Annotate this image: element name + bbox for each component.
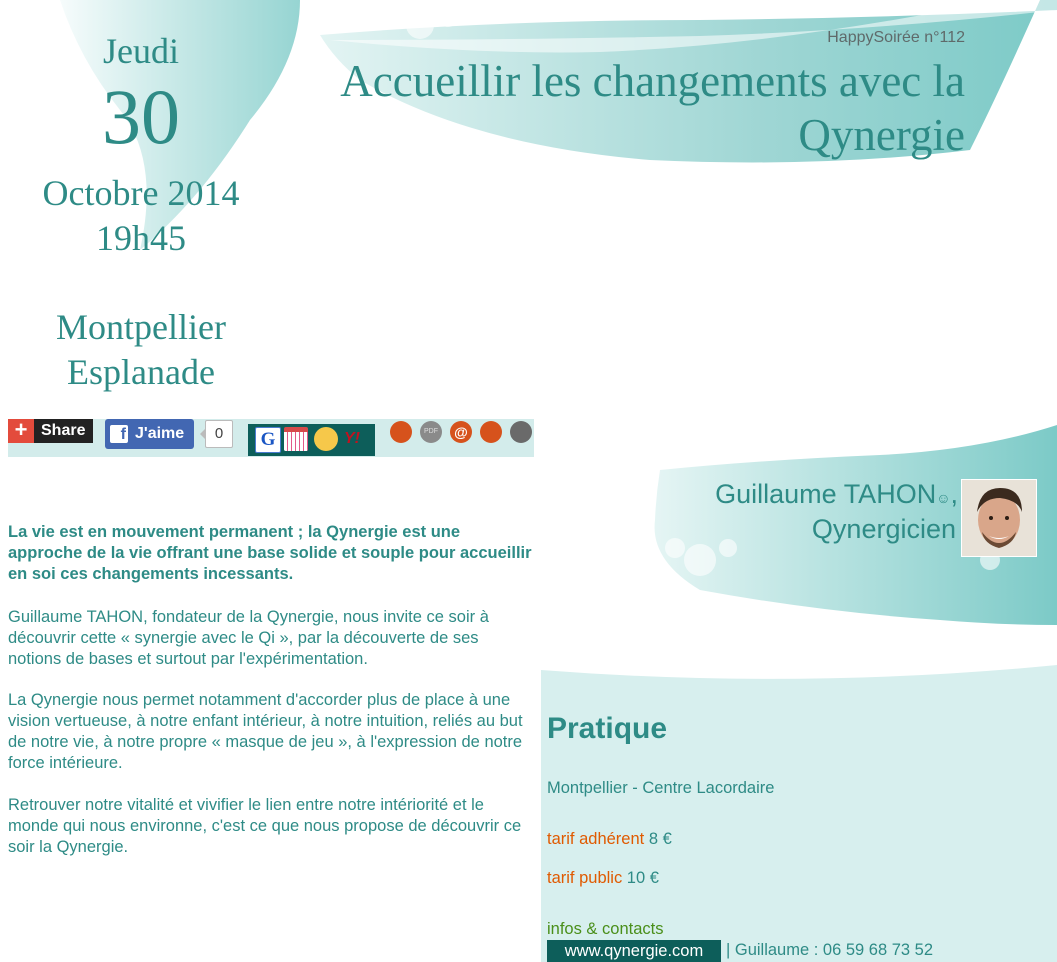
like-count: 0	[205, 420, 233, 448]
facebook-icon: f	[110, 425, 128, 443]
share-label: Share	[41, 422, 86, 439]
share-button[interactable]	[8, 419, 93, 443]
speaker-name-suffix: ,	[950, 479, 958, 509]
print-icon[interactable]	[390, 421, 412, 443]
smiley-icon: ☺	[936, 490, 951, 506]
speaker-name[interactable]: Guillaume TAHON	[715, 479, 937, 509]
pdf-icon[interactable]: PDF	[420, 421, 442, 443]
venue-text: Montpellier - Centre Lacordaire	[547, 779, 775, 797]
calendar-grid-icon[interactable]	[284, 427, 308, 451]
speaker-role: Qynergicien	[811, 514, 956, 544]
tarif-adherent	[547, 830, 672, 849]
event-day-number: 30	[102, 73, 180, 160]
add-to-calendar-group	[248, 424, 375, 456]
event-month-year: Octobre 2014	[42, 173, 240, 213]
contact-phone: | Guillaume : 06 59 68 73 52	[726, 941, 934, 959]
event-day-name: Jeudi	[103, 31, 179, 71]
copy-icon[interactable]	[480, 421, 502, 443]
description-paragraph: Guillaume TAHON, fondateur de la Qynergie, nous invite ce soir à découvrir cette « synergie avec le Qi », par la découverte de ses notions de bases et surtout par l'expérimentation.	[8, 608, 489, 668]
event-number: HappySoirée n°112	[827, 29, 965, 46]
event-place: Esplanade	[67, 352, 215, 392]
google-calendar-icon[interactable]: G	[255, 427, 281, 453]
event-title-line2: Qynergie	[798, 110, 965, 160]
tarif-public-label: tarif public	[547, 869, 623, 887]
event-title	[265, 54, 965, 162]
event-title-line1: Accueillir les changements avec la	[340, 56, 965, 106]
infos-contacts-heading: infos & contacts	[547, 920, 664, 938]
intro-text: La vie est en mouvement permanent ; la Qynergie est une approche de la vie offrant une base solide et souple pour accueillir en soi ces changements incessants.	[8, 523, 532, 583]
speaker-avatar[interactable]	[961, 479, 1037, 557]
like-label: J'aime	[135, 425, 185, 442]
tarif-public-value: 10 €	[626, 869, 659, 887]
website-link[interactable]: www.qynergie.com	[547, 940, 721, 962]
facebook-like-button[interactable]	[105, 419, 194, 449]
event-city: Montpellier	[56, 307, 226, 347]
description-paragraph: La Qynergie nous permet notamment d'accorder plus de place à une vision vertueuse, à notre enfant intérieur, à notre intuition, reliés au but de notre vie, à notre propre « masque de jeu », à l'expression de notre force intérieure.	[8, 691, 523, 772]
speaker-name-line	[715, 479, 958, 510]
plus-icon: +	[8, 419, 34, 443]
tarif-adherent-label: tarif adhérent	[547, 830, 645, 848]
description-paragraph: Retrouver notre vitalité et vivifier le lien entre notre intériorité et le monde qui nous environne, c'est ce que nous propose de découvrir ce soir la Qynergie.	[8, 796, 522, 856]
email-icon[interactable]: @	[450, 421, 472, 443]
tarif-public	[547, 869, 659, 888]
pratique-heading: Pratique	[547, 712, 668, 745]
yahoo-calendar-icon[interactable]: Y!	[344, 430, 360, 447]
outlook-calendar-icon[interactable]	[314, 427, 338, 451]
tarif-adherent-value: 8 €	[648, 830, 672, 848]
share-bar	[8, 419, 534, 457]
profile-icon[interactable]	[510, 421, 532, 443]
event-time: 19h45	[96, 218, 186, 258]
